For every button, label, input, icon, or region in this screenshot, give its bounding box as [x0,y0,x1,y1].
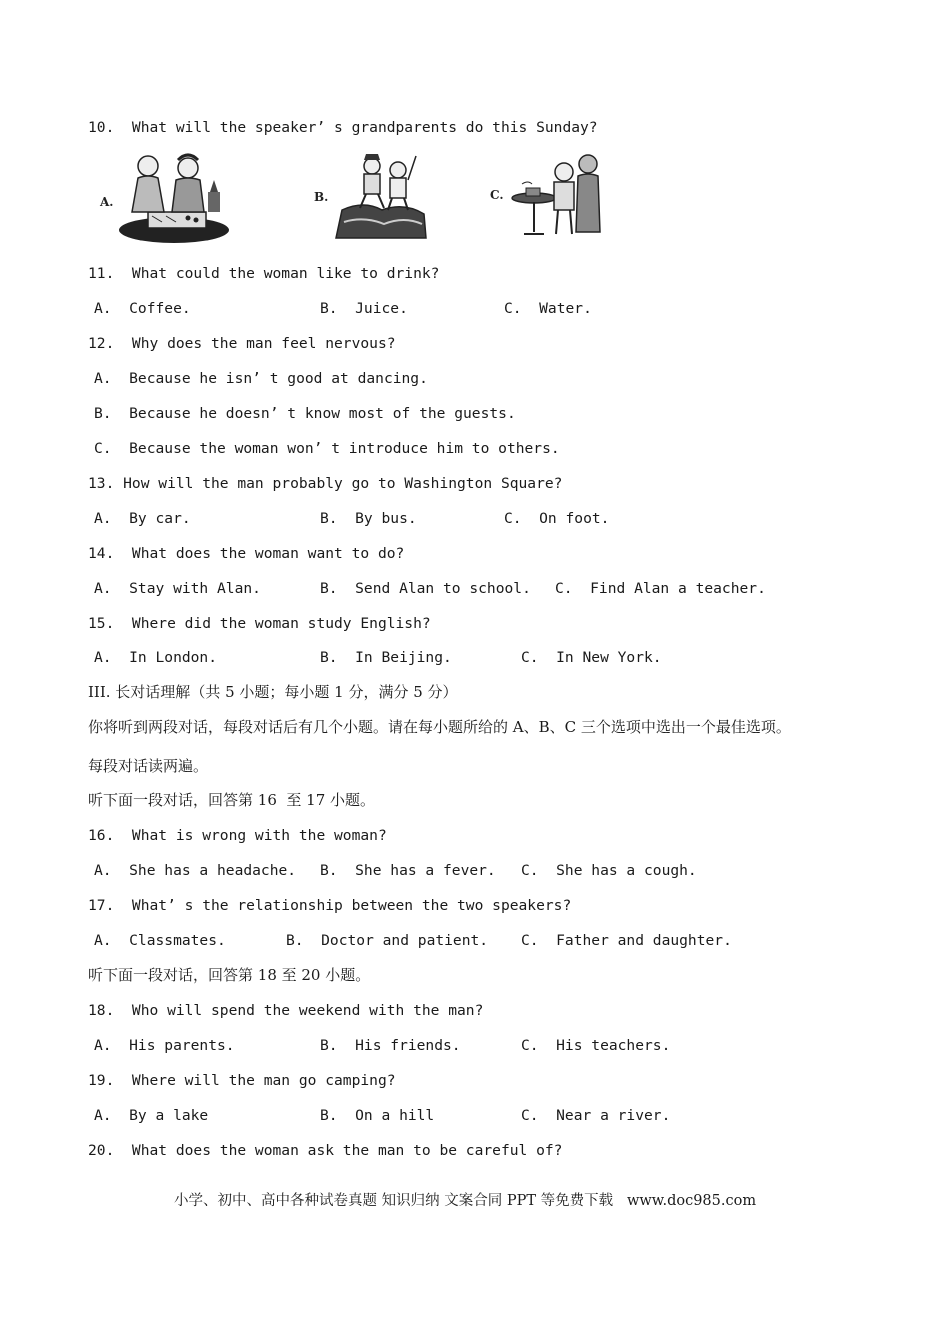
q13-option-c: C. On foot. [504,510,610,527]
q16-option-a: A. She has a headache. [94,862,297,879]
grandparents-board-game-picture [118,152,236,246]
q15-option-c: C. In New York. [521,649,662,666]
q17-option-b: B. Doctor and patient. [286,932,489,949]
question-19: 19. Where will the man go camping? [88,1072,396,1089]
section-3-heading: III. 长对话理解（共 5 小题；每小题 1 分，满分 5 分） [88,683,458,701]
section-3-instruction-1: 你将听到两段对话，每段对话后有几个小题。请在每小题所给的 A、B、C 三个选项中选出一个最佳选项。 [88,718,791,736]
q14-option-a: A. Stay with Alan. [94,580,261,597]
q19-option-c: C. Near a river. [521,1107,671,1124]
picture-option-b-label: B. [314,190,329,204]
question-14: 14. What does the woman want to do? [88,545,405,562]
listen-instruction-18-20: 听下面一段对话，回答第 18 至 20 小题。 [88,966,371,984]
q12-option-a: A. Because he isn’ t good at dancing. [94,370,428,387]
picture-option-c-label: C. [490,188,504,202]
q19-option-b: B. On a hill [320,1107,435,1124]
q16-option-c: C. She has a cough. [521,862,697,879]
question-12: 12. Why does the man feel nervous? [88,335,396,352]
q17-option-c: C. Father and daughter. [521,932,732,949]
q11-option-a: A. Coffee. [94,300,191,317]
question-13: 13. How will the man probably go to Washington Square? [88,475,563,492]
page-footer: 小学、初中、高中各种试卷真题 知识归纳 文案合同 PPT 等免费下载 www.doc985.com [174,1193,757,1209]
listen-instruction-16-17: 听下面一段对话，回答第 16 至 17 小题。 [88,791,376,809]
picture-option-a-label: A. [100,195,114,209]
q12-option-c: C. Because the woman won’ t introduce him to others. [94,440,560,457]
q14-option-b: B. Send Alan to school. [320,580,531,597]
question-11: 11. What could the woman like to drink? [88,265,440,282]
q16-option-b: B. She has a fever. [320,862,496,879]
q12-option-b: B. Because he doesn’ t know most of the guests. [94,405,516,422]
question-16: 16. What is wrong with the woman? [88,827,387,844]
q18-option-a: A. His parents. [94,1037,235,1054]
q11-option-c: C. Water. [504,300,592,317]
q11-option-b: B. Juice. [320,300,408,317]
grandparents-cafe-picture [508,150,604,240]
q18-option-b: B. His friends. [320,1037,461,1054]
question-18: 18. Who will spend the weekend with the man? [88,1002,484,1019]
grandparents-hiking-picture [334,152,428,242]
section-3-instruction-2: 每段对话读两遍。 [88,757,209,775]
q13-option-a: A. By car. [94,510,191,527]
q15-option-b: B. In Beijing. [320,649,452,666]
question-10: 10. What will the speaker’ s grandparents do this Sunday? [88,119,598,136]
q13-option-b: B. By bus. [320,510,417,527]
question-15: 15. Where did the woman study English? [88,615,431,632]
q18-option-c: C. His teachers. [521,1037,671,1054]
q14-option-c: C. Find Alan a teacher. [555,580,766,597]
q17-option-a: A. Classmates. [94,932,226,949]
question-17: 17. What’ s the relationship between the two speakers? [88,897,572,914]
q19-option-a: A. By a lake [94,1107,209,1124]
q15-option-a: A. In London. [94,649,218,666]
question-20: 20. What does the woman ask the man to be careful of? [88,1142,563,1159]
